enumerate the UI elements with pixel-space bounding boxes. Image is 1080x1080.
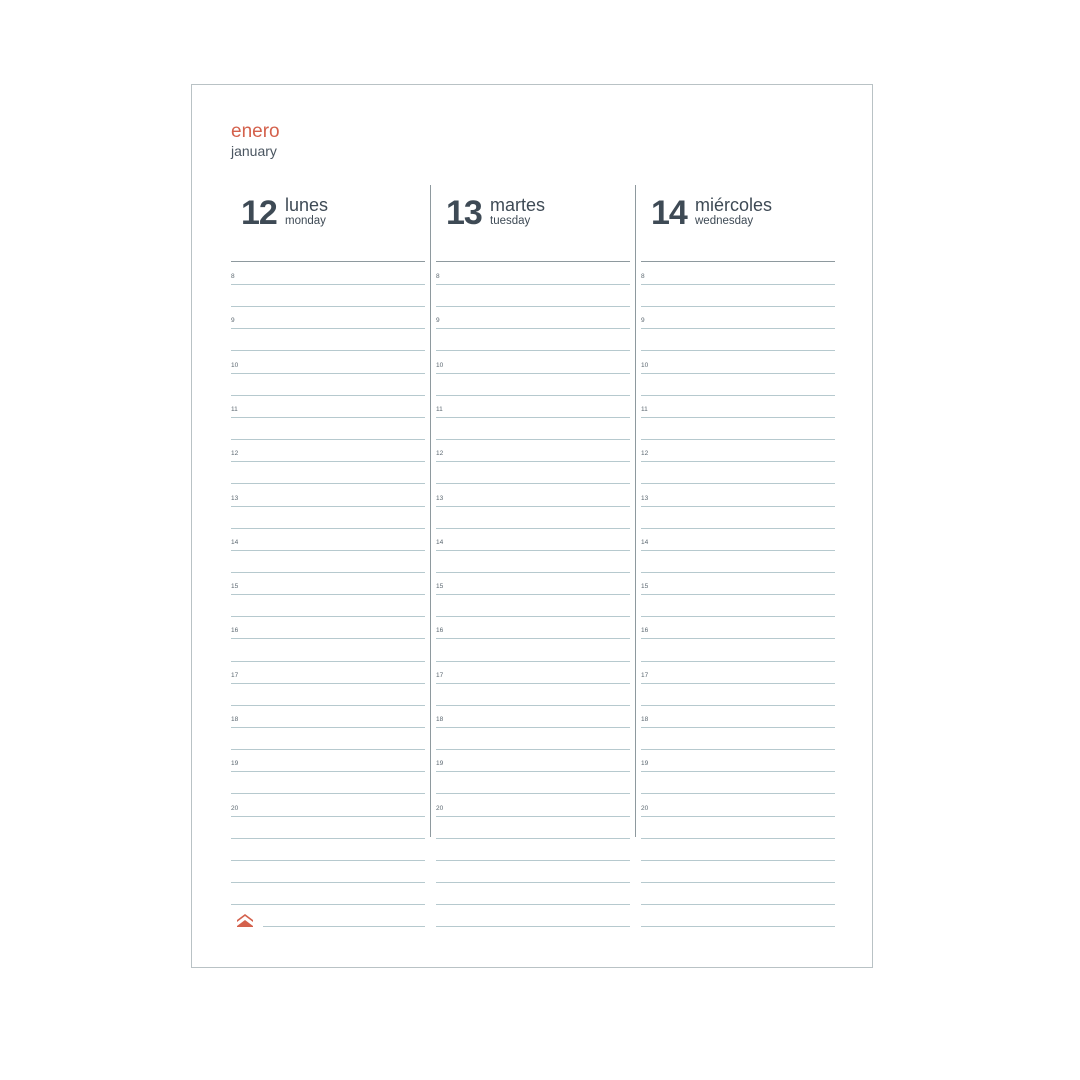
hour-label: 9 [641, 317, 645, 325]
ruled-line [436, 793, 630, 794]
ruled-line [641, 793, 835, 794]
ruled-line [436, 373, 630, 374]
hour-label: 10 [436, 361, 444, 369]
ruled-line [641, 904, 835, 905]
ruled-line [231, 461, 425, 462]
ruled-line [436, 439, 630, 440]
ruled-line [231, 373, 425, 374]
hour-label: 12 [231, 450, 239, 458]
ruled-line [231, 506, 425, 507]
ruled-line [231, 749, 425, 750]
ruled-line [231, 838, 425, 839]
ruled-line [231, 616, 425, 617]
ruled-line [436, 749, 630, 750]
ruled-line [641, 882, 835, 883]
ruled-line [231, 572, 425, 573]
ruled-line [436, 417, 630, 418]
ruled-line [641, 838, 835, 839]
hour-label: 8 [641, 273, 645, 280]
ruled-line [641, 771, 835, 772]
hour-label: 16 [231, 627, 239, 635]
ruled-line [641, 461, 835, 462]
hour-label: 13 [231, 494, 239, 502]
month-name-english: january [231, 143, 277, 159]
day-number: 14 [651, 194, 687, 232]
ruled-line [641, 572, 835, 573]
ruled-line [436, 727, 630, 728]
hour-label: 13 [436, 494, 444, 502]
ruled-line [641, 528, 835, 529]
ruled-line [436, 461, 630, 462]
ruled-line [231, 439, 425, 440]
hour-label: 18 [231, 716, 239, 723]
ruled-line [641, 727, 835, 728]
chevron-up-logo-icon [237, 913, 253, 927]
ruled-line [231, 594, 425, 595]
ruled-line [436, 882, 630, 883]
ruled-line [436, 926, 630, 927]
hour-label: 17 [641, 671, 649, 679]
hour-label: 14 [231, 538, 239, 546]
hour-label: 16 [641, 627, 649, 635]
hour-label: 18 [641, 716, 649, 723]
ruled-line [231, 528, 425, 529]
ruled-line [436, 838, 630, 839]
ruled-line [436, 506, 630, 507]
ruled-line [641, 439, 835, 440]
hour-label: 20 [231, 804, 239, 812]
hour-label: 20 [436, 804, 444, 812]
ruled-line [231, 793, 425, 794]
ruled-line [231, 483, 425, 484]
ruled-line [641, 594, 835, 595]
hour-label: 10 [231, 361, 239, 369]
hour-label: 12 [641, 450, 649, 458]
ruled-line [641, 373, 835, 374]
ruled-line [641, 926, 835, 927]
header-rule [641, 261, 835, 262]
ruled-line [231, 395, 425, 396]
ruled-line [641, 284, 835, 285]
hour-label: 11 [436, 405, 443, 413]
ruled-line [436, 661, 630, 662]
ruled-line [641, 350, 835, 351]
ruled-line [641, 860, 835, 861]
hour-label: 17 [231, 671, 239, 679]
hour-label: 19 [231, 760, 239, 768]
hour-label: 14 [436, 538, 444, 546]
ruled-line [641, 705, 835, 706]
ruled-line [436, 483, 630, 484]
ruled-line [436, 306, 630, 307]
day-name-spanish: miércoles [695, 195, 773, 215]
hour-label: 18 [436, 716, 444, 723]
header-rule [436, 261, 630, 262]
ruled-line [641, 816, 835, 817]
day-name-spanish: lunes [285, 195, 329, 215]
ruled-line [231, 683, 425, 684]
ruled-line [641, 661, 835, 662]
month-heading [231, 121, 280, 160]
ruled-line [641, 483, 835, 484]
ruled-line [436, 594, 630, 595]
ruled-line [263, 926, 425, 927]
hour-label: 13 [641, 494, 649, 502]
hour-label: 15 [641, 583, 649, 591]
hour-label: 8 [436, 273, 440, 280]
hour-label: 19 [641, 760, 649, 768]
ruled-line [436, 572, 630, 573]
hour-label: 20 [641, 804, 649, 812]
ruled-line [436, 860, 630, 861]
ruled-line [641, 749, 835, 750]
ruled-line [231, 328, 425, 329]
hour-label: 14 [641, 538, 649, 546]
day-name-english: wednesday [695, 215, 754, 227]
ruled-line [231, 350, 425, 351]
hour-label: 16 [436, 627, 444, 635]
ruled-line [641, 638, 835, 639]
ruled-line [231, 417, 425, 418]
ruled-line [231, 284, 425, 285]
ruled-line [436, 683, 630, 684]
ruled-line [641, 550, 835, 551]
planner-page [191, 84, 873, 968]
day-name-english: tuesday [490, 215, 531, 227]
ruled-line [641, 328, 835, 329]
hour-label: 19 [436, 760, 444, 768]
ruled-line [436, 816, 630, 817]
ruled-line [231, 550, 425, 551]
ruled-line [231, 727, 425, 728]
hour-label: 17 [436, 671, 444, 679]
ruled-line [231, 771, 425, 772]
ruled-line [231, 306, 425, 307]
ruled-line [231, 904, 425, 905]
ruled-line [641, 417, 835, 418]
ruled-line [231, 638, 425, 639]
ruled-line [231, 705, 425, 706]
ruled-line [436, 550, 630, 551]
ruled-line [231, 882, 425, 883]
ruled-line [231, 816, 425, 817]
ruled-line [436, 528, 630, 529]
hour-label: 9 [436, 317, 440, 325]
ruled-line [641, 306, 835, 307]
column-divider [430, 185, 431, 837]
hour-label: 9 [231, 317, 235, 325]
ruled-line [231, 860, 425, 861]
hour-label: 15 [436, 583, 444, 591]
ruled-line [436, 638, 630, 639]
hour-label: 11 [641, 405, 648, 413]
ruled-line [436, 771, 630, 772]
ruled-line [641, 395, 835, 396]
ruled-line [436, 904, 630, 905]
day-name-english: monday [285, 215, 326, 227]
header-rule [231, 261, 425, 262]
ruled-line [436, 284, 630, 285]
ruled-line [436, 328, 630, 329]
hour-label: 15 [231, 583, 239, 591]
ruled-line [436, 350, 630, 351]
hour-label: 11 [231, 405, 238, 413]
ruled-line [436, 616, 630, 617]
ruled-line [641, 683, 835, 684]
hour-label: 10 [641, 361, 649, 369]
ruled-line [436, 705, 630, 706]
day-name-spanish: martes [490, 195, 546, 215]
ruled-line [641, 506, 835, 507]
column-divider [635, 185, 636, 837]
hour-label: 8 [231, 273, 235, 280]
day-number: 12 [241, 194, 277, 232]
ruled-line [641, 616, 835, 617]
day-number: 13 [446, 194, 482, 232]
ruled-line [231, 661, 425, 662]
hour-label: 12 [436, 450, 444, 458]
ruled-line [436, 395, 630, 396]
month-name-spanish: enero [231, 121, 280, 142]
